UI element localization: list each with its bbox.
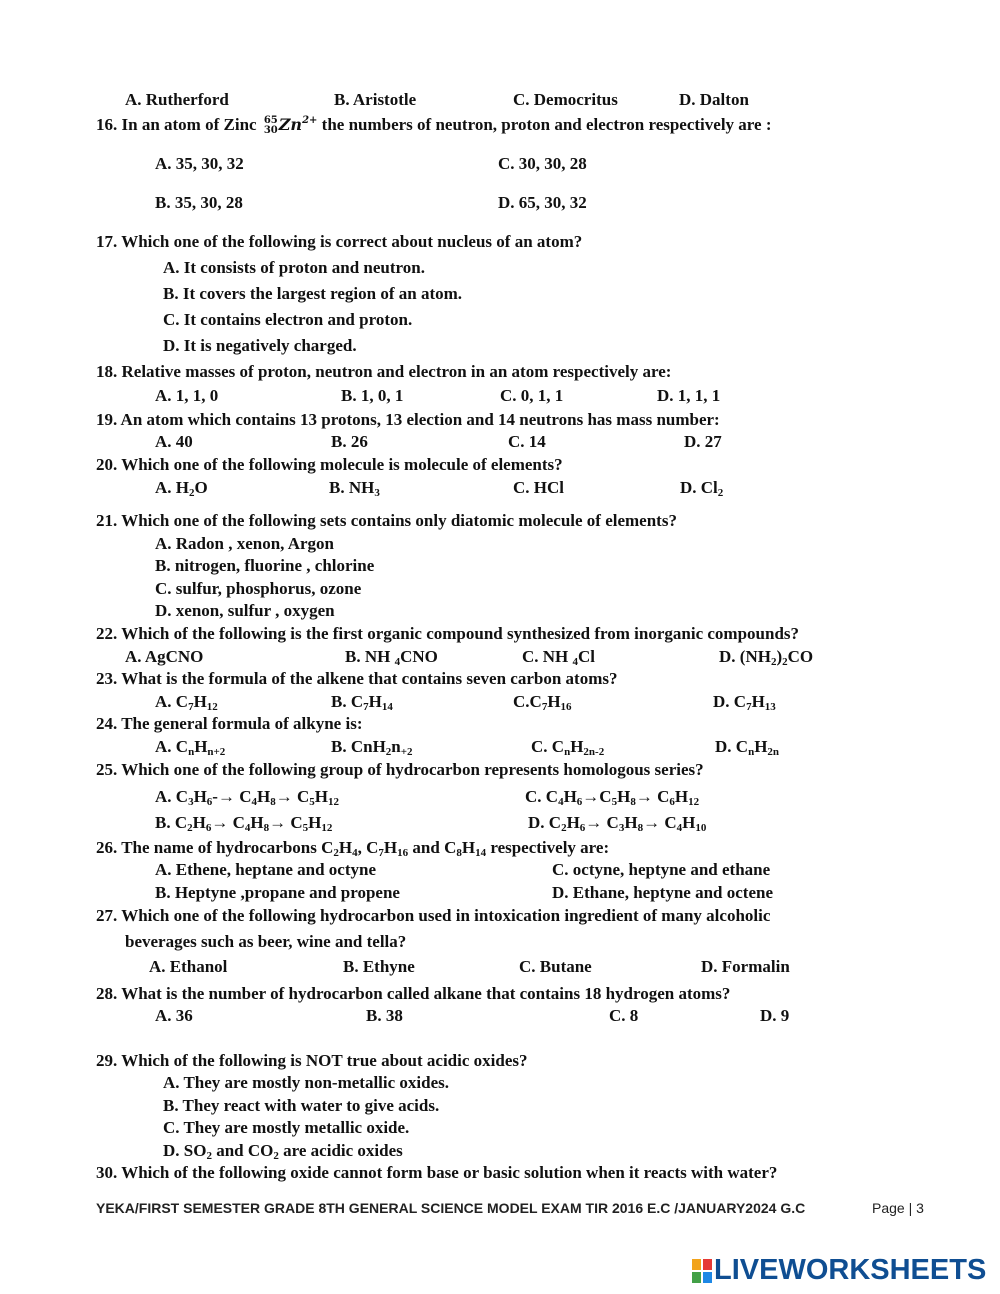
q22-option-d: D. $(NH_2)_2CO$ bbox=[719, 647, 814, 668]
q16-option-a: A. 35, 30, 32 bbox=[155, 154, 244, 173]
q24-option-a: A. $C_nH_{n+2}$ bbox=[155, 737, 226, 758]
q29-option-d: D. $SO_2$ and $CO_2$ are acidic oxides bbox=[163, 1141, 403, 1162]
q26-option-a: A. Ethene, heptane and octyne bbox=[155, 860, 377, 879]
q18-option-c: C. 0, 1, 1 bbox=[500, 386, 564, 405]
q17-question: 17. Which one of the following is correct about nucleus of an atom? bbox=[96, 232, 583, 251]
q27-question: 27. Which one of the following hydrocarbon used in intoxication ingredient of many alcoholic bbox=[96, 906, 771, 925]
q29-option-c: C. They are mostly metallic oxide. bbox=[163, 1118, 410, 1137]
q21-option-d: D. xenon, sulfur , oxygen bbox=[155, 601, 335, 620]
q18-option-b: B. 1, 0, 1 bbox=[341, 386, 404, 405]
q18-question: 18. Relative masses of proton, neutron and electron in an atom respectively are: bbox=[96, 362, 672, 381]
q17-option-d: D. It is negatively charged. bbox=[163, 336, 357, 355]
q26-option-c: C. octyne, heptyne and ethane bbox=[552, 860, 771, 879]
q24-option-d: D. $C_nH_{2n}$ bbox=[715, 737, 780, 758]
q23-option-b: B. $C_7H_{14}$ bbox=[331, 692, 393, 713]
q27-option-c: C. Butane bbox=[519, 957, 592, 976]
q26-question: 26. The name of hydrocarbons $C_2H_4$, $C_7H_{16}$ and $C_8H_{14}$ respectively are: bbox=[96, 838, 610, 859]
q23-option-d: D. $C_7H_{13}$ bbox=[713, 692, 776, 713]
q20-option-b: B. $NH_3$ bbox=[329, 478, 380, 499]
q18-option-d: D. 1, 1, 1 bbox=[657, 386, 721, 405]
q15-option-b: B. Aristotle bbox=[334, 90, 417, 109]
logo-mark-icon bbox=[692, 1259, 712, 1283]
q25-option-d: D. $C_2H_6\to C_3H_8\to C_4H_{10}$ bbox=[528, 813, 707, 834]
q29-question: 29. Which of the following is NOT true about acidic oxides? bbox=[96, 1051, 528, 1070]
q27-option-b: B. Ethyne bbox=[343, 957, 415, 976]
q19-option-c: C. 14 bbox=[508, 432, 546, 451]
q28-option-a: A. 36 bbox=[155, 1006, 193, 1025]
q19-option-d: D. 27 bbox=[684, 432, 722, 451]
q28-question: 28. What is the number of hydrocarbon called alkane that contains 18 hydrogen atoms? bbox=[96, 984, 731, 1003]
q15-option-c: C. Democritus bbox=[513, 90, 618, 109]
q26-option-d: D. Ethane, heptyne and octene bbox=[552, 883, 774, 902]
q20-option-a: A. $H_2O$ bbox=[155, 478, 208, 499]
q21-option-a: A. Radon , xenon, Argon bbox=[155, 534, 335, 553]
q20-option-c: C. HCl bbox=[513, 478, 564, 497]
q22-option-c: C. NH $_4$Cl bbox=[522, 647, 596, 668]
q16-option-b: B. 35, 30, 28 bbox=[155, 193, 243, 212]
q28-option-c: C. 8 bbox=[609, 1006, 639, 1025]
q28-option-b: B. 38 bbox=[366, 1006, 403, 1025]
q15-option-a: A. Rutherford bbox=[125, 90, 229, 109]
q21-question: 21. Which one of the following sets contains only diatomic molecule of elements? bbox=[96, 511, 677, 530]
q19-option-a: A. 40 bbox=[155, 432, 193, 451]
q16-option-d: D. 65, 30, 32 bbox=[498, 193, 587, 212]
q24-option-b: B. $CnH_2n_{+2}$ bbox=[331, 737, 413, 758]
q26-option-b: B. Heptyne ,propane and propene bbox=[155, 883, 400, 902]
q17-option-b: B. It covers the largest region of an atom. bbox=[163, 284, 463, 303]
q22-question: 22. Which of the following is the first organic compound synthesized from inorganic compounds? bbox=[96, 624, 800, 643]
q24-option-c: C. $C_nH_{2n-2}$ bbox=[531, 737, 605, 758]
logo-text: LIVEWORKSHEETS bbox=[714, 1254, 987, 1286]
q20-question: 20. Which one of the following molecule is molecule of elements? bbox=[96, 455, 563, 474]
q23-option-a: A. $C_7H_{12}$ bbox=[155, 692, 218, 713]
q25-question: 25. Which one of the following group of hydrocarbon represents homologous series? bbox=[96, 760, 704, 779]
q30-question: 30. Which of the following oxide cannot form base or basic solution when it reacts with water? bbox=[96, 1163, 778, 1182]
page-number: Page | 3 bbox=[872, 1200, 924, 1216]
q25-option-b: B. $C_2H_6\to C_4H_8\to C_5H_{12}$ bbox=[155, 813, 333, 834]
q17-option-a: A. It consists of proton and neutron. bbox=[163, 258, 425, 277]
q16-question: 16. In an atom of Zinc 65 $30Zn^{2+}$ the numbers of neutron, proton and electron respectively are : bbox=[96, 115, 772, 137]
q25-option-c: C. $C_4H_6\to C_5H_8\to C_6H_{12}$ bbox=[525, 787, 700, 808]
q23-option-c: $C.C_7H_{16}$ bbox=[513, 692, 572, 713]
q28-option-d: D. 9 bbox=[760, 1006, 790, 1025]
liveworksheets-logo bbox=[692, 1254, 986, 1287]
q29-option-a: A. They are mostly non-metallic oxides. bbox=[163, 1073, 449, 1092]
q29-option-b: B. They react with water to give acids. bbox=[163, 1096, 440, 1115]
q18-option-a: A. 1, 1, 0 bbox=[155, 386, 219, 405]
q20-option-d: D. $Cl_2$ bbox=[680, 478, 724, 499]
q17-option-c: C. It contains electron and proton. bbox=[163, 310, 413, 329]
q22-option-a: A. AgCNO bbox=[125, 647, 204, 666]
q25-option-a: A. $C_3H_6-\to C_4H_8\to C_5H_{12}$ bbox=[155, 787, 339, 808]
q16-option-c: C. 30, 30, 28 bbox=[498, 154, 587, 173]
q27-option-a: A. Ethanol bbox=[149, 957, 228, 976]
q19-question: 19. An atom which contains 13 protons, 13 election and 14 neutrons has mass number: bbox=[96, 410, 720, 429]
q21-option-b: B. nitrogen, fluorine , chlorine bbox=[155, 556, 375, 575]
q27-question-cont: beverages such as beer, wine and tella? bbox=[125, 932, 407, 951]
q21-option-c: C. sulfur, phosphorus, ozone bbox=[155, 579, 362, 598]
q23-question: 23. What is the formula of the alkene that contains seven carbon atoms? bbox=[96, 669, 618, 688]
q27-option-d: D. Formalin bbox=[701, 957, 790, 976]
q15-option-d: D. Dalton bbox=[679, 90, 749, 109]
page-footer: YEKA/FIRST SEMESTER GRADE 8TH GENERAL SCIENCE MODEL EXAM TIR 2016 E.C /JANUARY2024 G.C bbox=[96, 1200, 806, 1216]
q19-option-b: B. 26 bbox=[331, 432, 368, 451]
q24-question: 24. The general formula of alkyne is: bbox=[96, 714, 363, 733]
q22-option-b: B. NH $_4$CNO bbox=[345, 647, 438, 668]
